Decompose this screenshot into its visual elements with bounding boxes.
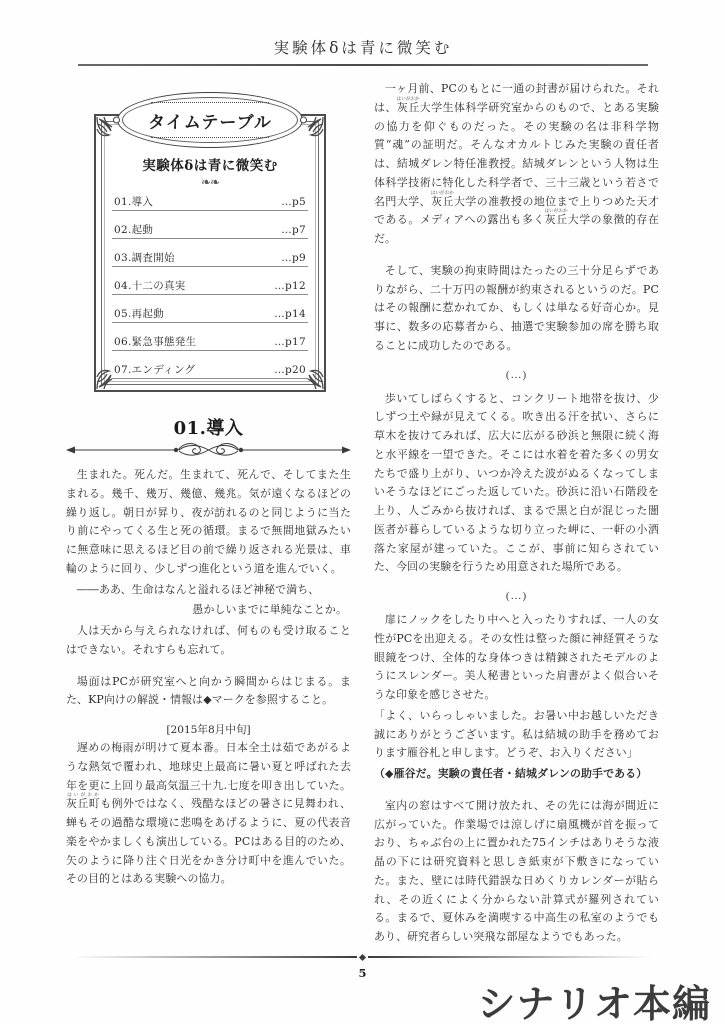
timetable-entry-label: 04.十二の真実 (114, 280, 186, 292)
timetable-entry[interactable] (112, 222, 308, 239)
timetable-entry[interactable] (112, 250, 308, 267)
ruby-base: 灰丘 (430, 194, 454, 208)
timetable-entry[interactable] (112, 278, 308, 295)
timetable-banner (117, 92, 303, 148)
paragraph-dialogue: 「よく、いらっしゃいました。お暑い中お越しいただき誠にありがとうございます。私は結城の助手を務めております雁谷札と申します。どうぞ、お入りください」 (374, 708, 659, 760)
timetable-entry-page: …p14 (274, 308, 306, 320)
timetable-entry[interactable] (112, 306, 308, 323)
right-column (374, 80, 659, 947)
timetable-entry-page: …p20 (274, 364, 306, 376)
paragraph: 扉にノックをしたり中へと入ったりすれば、一人の女性がPCを出迎える。その女性は整った顔に神経質そうな眼鏡をつけ、全体的な身体つきは精錬されたモデルのようにスレンダー。美人秘書といった肩書がよく似合いそうな印象を感じさせた。 (374, 613, 659, 701)
paragraph: 人は天から与えられなければ、何ものも受け取ることはできない。それすらも忘れて。 (66, 624, 351, 656)
paragraph: 室内の窓はすべて開け放たれ、その先には海が間近に広がっていた。作業場では涼しげに扇風機が首を振っており、ちゃぶ台の上に置かれた75インチはありそうな液晶の下には研究資料と思しき紙束が下敷きになっていた。また、壁には時代錯誤な日めくりカレンダーが貼られ、その近くによく分からない計算式が羅列されている。まるで、夏休みを満喫する中高生の私室のようでもあり、研究者らしい突飛な部屋なようでもあった。 (374, 798, 659, 943)
timetable-entry-label: 02.起動 (114, 224, 154, 236)
paragraph (66, 739, 351, 889)
paragraph-kp-instruction: 場面はPCが研究室へと向かう瞬間からはじまる。また、KP向けの解説・情報は◆マークを参照すること。 (66, 674, 351, 707)
running-head (78, 36, 648, 66)
timetable-banner-label: タイムテーブル (148, 112, 272, 133)
ruby-base: 灰丘町 (66, 797, 101, 811)
paragraph (374, 80, 659, 249)
paragraph-text-a: 遅めの梅雨が明けて夏本番。日本全土は茹であがるような熱気で覆われ、地球史上最高に暑い夏と呼ばれた去年を更に上回り最高気温三十九.七度を叩き出していた。 (66, 741, 351, 792)
timetable-body (112, 150, 308, 376)
ruby-text: はいがおか (544, 209, 568, 215)
paragraph: 生まれた。死んだ。生まれて、死んで、そしてまた生まれる。幾千、幾万、幾億、幾兆。気が遠くなるほどの繰り返し。朝日が昇り、夜が訪れるのと同じように当たり前にやってくる生と死の循環。まるで無間地獄みたいに無意味に思えるほど目の前で繰り返される光景は、車輪のように回り、少しずつ進化という道を進んでいく。 (66, 468, 351, 575)
date-stamp: [2015年8月中旬] (166, 724, 251, 736)
timetable-list (112, 194, 308, 379)
ruby-annotation-haigaoka (396, 96, 420, 114)
timetable-entry-label: 01.導入 (114, 196, 154, 208)
page-number: 5 (358, 966, 367, 980)
paragraph: 歩いてしばらくすると、コンクリート地帯を抜け、少しずつ土や緑が見えてくる。吹き出る汗を拭い、さらに草木を抜けてみれば、広大に広がる砂浜と無限に続く海と水平線を一望できた。そこには水着を着た多くの男女たちで盛り上がり、いつか冷えた波がぬるくなってしまいそうなほどにごった返していた。砂浜に沿い石階段を上り、人ごみから抜ければ、まるで黒と白が混じった闇医者が暮らしているような切り立った岬に、一軒の小洒落た家屋が建っていた。ここが、事前に知らされていた、今回の実験を行うため用意された場所である。 (374, 391, 659, 574)
timetable-entry[interactable] (112, 334, 308, 351)
section-heading-title: 01.導入 (173, 418, 244, 439)
timetable-entry-label: 05.再起動 (114, 308, 164, 320)
timetable-card (94, 92, 326, 392)
ruby-annotation-haigaoka (430, 190, 454, 208)
paragraph-text-d: 大学の象徴的存在だ。 (374, 213, 659, 245)
footer-rule (72, 952, 653, 962)
ruby-text: はいがおか (66, 793, 100, 799)
ruby-annotation-haigaoka (66, 793, 101, 811)
section-divider-ornament-icon (66, 441, 351, 459)
footer-rule-left (72, 956, 357, 959)
timetable-entry-label: 06.緊急事態発生 (114, 336, 197, 348)
ruby-base: 灰丘 (544, 213, 568, 227)
timetable-entry[interactable] (112, 194, 308, 211)
left-column (66, 80, 351, 889)
paragraph-text-b: も例外ではなく、残酷なほどの暑さに見舞われ、蝉もその過酷な環境に悲鳴をあげるように、夏の代表音楽をやかましくも演出している。PCはある目的のため、矢のように降り注ぐ日光をかき分け町中を進んでいた。その目的とはある実験への協力。 (66, 797, 351, 886)
paragraph: そして、実験の拘束時間はたったの三十分足らずでありながら、二十万円の報酬が約束されるというのだ。PCはその報酬に惹かれてか、もしくは単なる好奇心か。見事に、数多の応募者から、抽選で実験参加の席を勝ち取ることに成功したのである。 (374, 263, 659, 352)
paragraph-kp-note: （◆雁谷だ。実験の責任者・結城ダレンの助手である） (374, 767, 648, 780)
diamond-icon (359, 953, 366, 960)
book-section-title: シナリオ本編 (477, 981, 711, 1024)
scene-break-separator: (…) (505, 590, 528, 602)
ruby-text: はいがおか (396, 96, 420, 102)
paragraph-text-b: 大学生体科学研究室からのもので、とある実験の協力を仰ぐものだった。その実験の名は非科学物質“魂”の証明だ。そんなオカルトじみた実験の責任者は、結城ダレン特任准教授。結城ダレンという人物は生体科学技術に特化した科学者で、三十三歳という若さで名門大学、 (374, 100, 659, 208)
ruby-annotation-haigaoka (544, 209, 568, 227)
timetable-entry-page: …p7 (281, 224, 306, 236)
paragraph-monologue-line1: ――ああ、生命はなんと溢れるほど神秘で満ち、 (76, 582, 320, 596)
timetable-flourish-icon: ❧❧ (200, 175, 220, 189)
section-heading (66, 414, 351, 459)
scene-break-separator: (…) (505, 368, 528, 381)
running-head-title: 実験体δは青に微笑む (273, 39, 453, 57)
timetable-entry-label: 07.エンディング (114, 364, 196, 376)
timetable-entry-page: …p5 (281, 196, 306, 208)
paragraph-text-c: 大学の准教授の地位まで上りつめた天才である。メディアへの露出も多く (374, 194, 659, 227)
timetable-entry-page: …p17 (274, 336, 306, 348)
footer-rule-right (368, 956, 653, 959)
timetable-entry-page: …p12 (274, 280, 306, 292)
page-footer (0, 944, 725, 1024)
ruby-base: 灰丘 (396, 100, 420, 114)
running-head-rule (78, 64, 648, 66)
timetable-entry[interactable] (112, 362, 308, 379)
timetable-entry-label: 03.調査開始 (114, 252, 175, 264)
paragraph-monologue-line2: 愚かしいまでに単純なことか。 (192, 603, 347, 617)
timetable-entry-page: …p9 (281, 252, 306, 264)
paragraph-text-a: 一ヶ月前、PCのもとに一通の封書が届けられた。それは、 (374, 82, 659, 114)
timetable-subtitle: 実験体δは青に微笑む (142, 158, 278, 174)
ruby-text: はいがおか (430, 190, 454, 196)
